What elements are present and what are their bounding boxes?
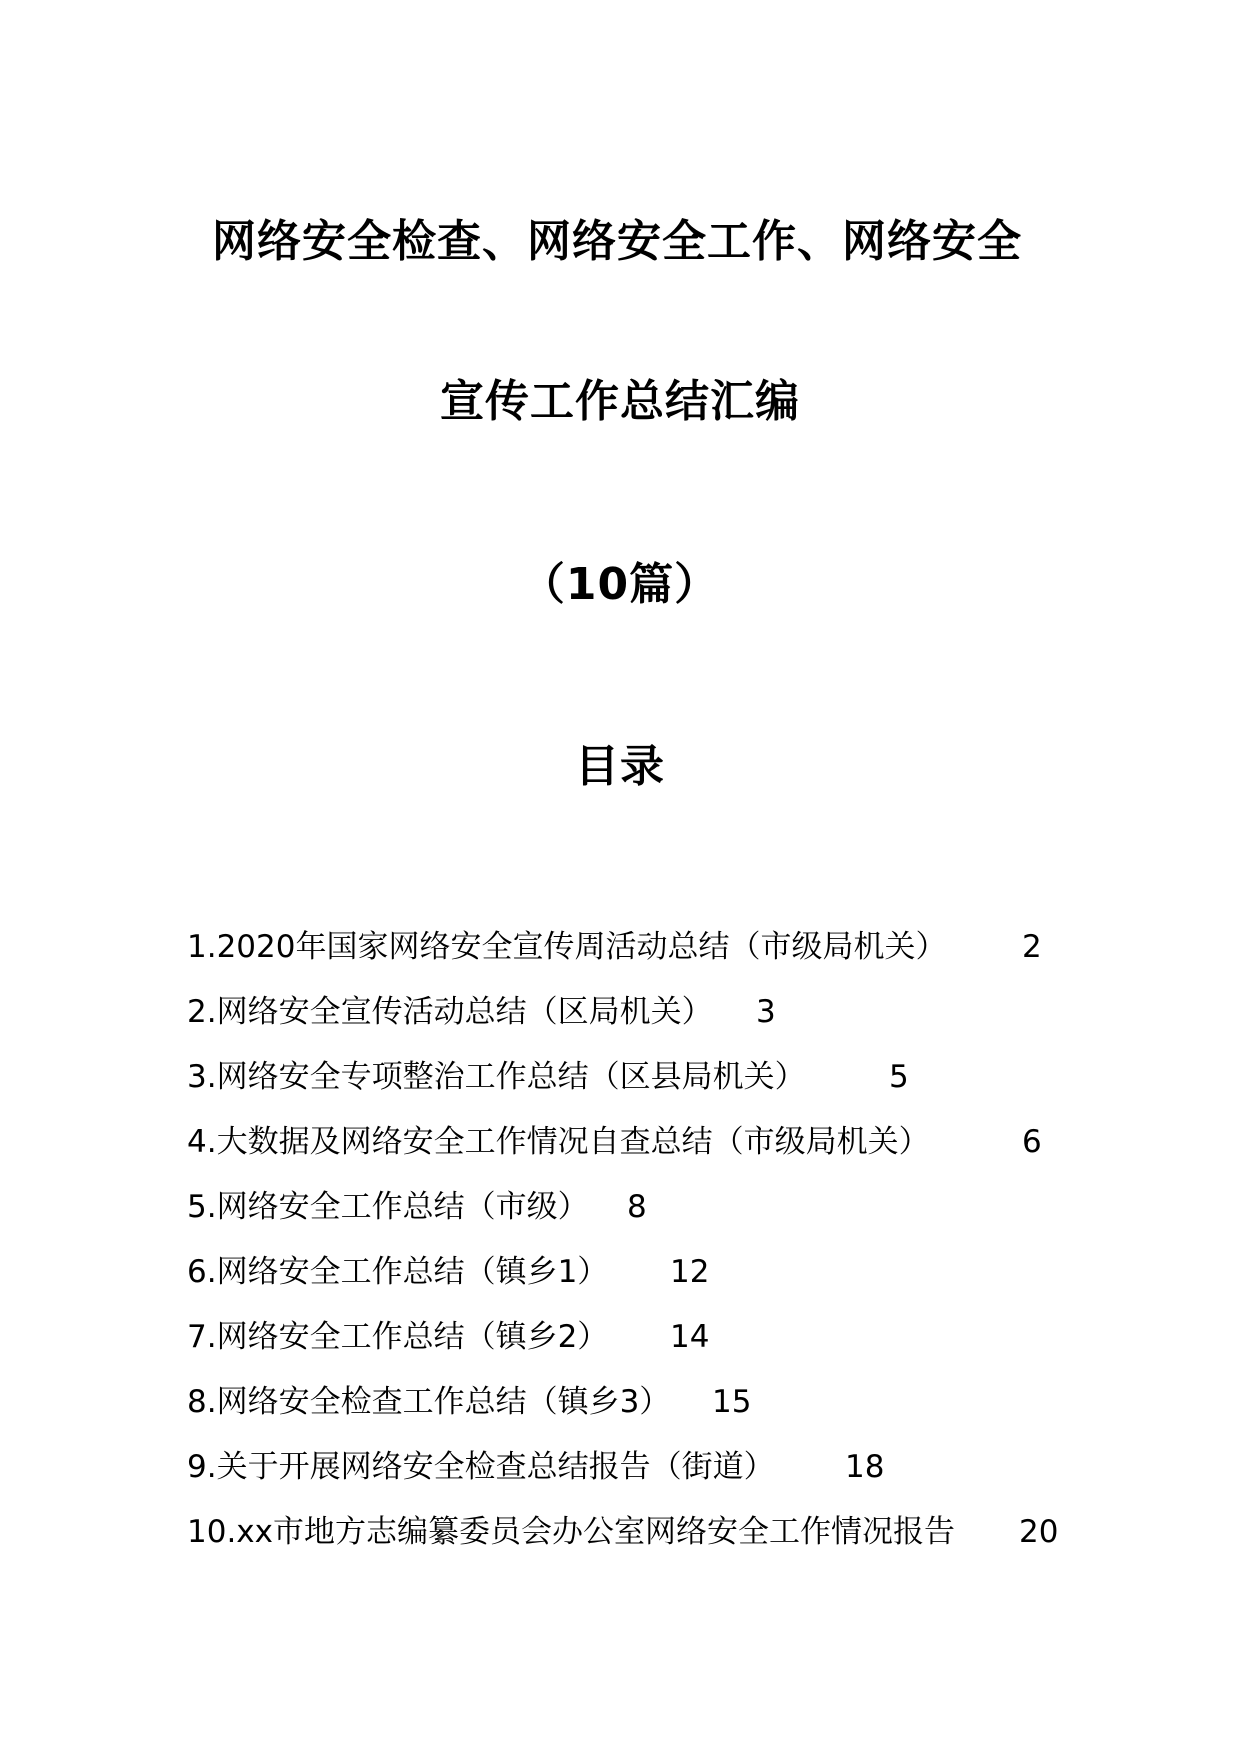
toc-entry-title: 7.网络安全工作总结（镇乡2） [187,1319,609,1355]
toc-entry[interactable] [187,1175,1087,1240]
document-title-line-2: 宣传工作总结汇编 [440,376,800,427]
toc-entry-title: 3.网络安全专项整治工作总结（区县局机关） [187,1059,806,1095]
toc-entry-page: 14 [670,1319,710,1355]
toc-entry[interactable] [187,1435,1087,1500]
toc-entry-page: 8 [627,1189,647,1225]
article-count: （10篇） [520,559,720,610]
toc-heading: 目录 [575,741,665,792]
toc-entry[interactable] [187,1500,1087,1565]
toc-entry[interactable] [187,915,1087,980]
toc-entry-title: 1.2020年国家网络安全宣传周活动总结（市级局机关） [187,929,947,965]
toc-entry-title: 8.网络安全检查工作总结（镇乡3） [187,1384,671,1420]
table-of-contents [187,915,1087,1565]
toc-entry[interactable] [187,1045,1087,1110]
toc-entry[interactable] [187,1110,1087,1175]
toc-entry-page: 12 [670,1254,710,1290]
toc-entry-page: 5 [889,1059,909,1095]
toc-entry-title: 9.关于开展网络安全检查总结报告（街道） [187,1449,775,1485]
toc-entry-page: 18 [845,1449,885,1485]
toc-entry[interactable] [187,980,1087,1045]
toc-entry-page: 20 [1019,1514,1059,1550]
toc-entry-title: 2.网络安全宣传活动总结（区局机关） [187,994,713,1030]
toc-entry-title: 4.大数据及网络安全工作情况自查总结（市级局机关） [187,1124,930,1160]
document-title-line-1: 网络安全检查、网络安全工作、网络安全 [212,216,1022,267]
toc-entry[interactable] [187,1305,1087,1370]
toc-entry[interactable] [187,1370,1087,1435]
toc-entry-page: 15 [712,1384,752,1420]
toc-entry-page: 3 [756,994,776,1030]
toc-entry-title: 10.xx市地方志编纂委员会办公室网络安全工作情况报告 [187,1514,955,1550]
toc-entry-title: 5.网络安全工作总结（市级） [187,1189,589,1225]
toc-entry[interactable] [187,1240,1087,1305]
toc-entry-page: 6 [1022,1124,1042,1160]
toc-entry-page: 2 [1022,929,1042,965]
toc-entry-title: 6.网络安全工作总结（镇乡1） [187,1254,609,1290]
